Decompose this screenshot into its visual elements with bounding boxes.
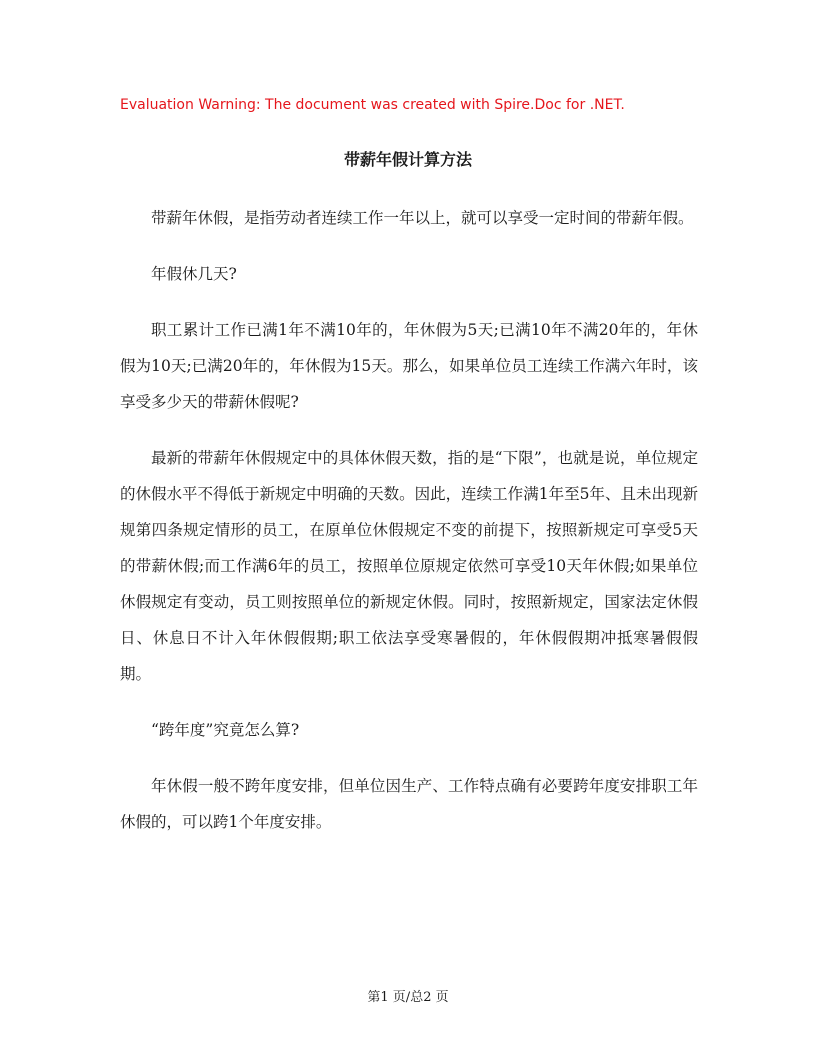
paragraph-regulation: 最新的带薪年休假规定中的具体休假天数，指的是“下限”，也就是说，单位规定的休假水平不得低于新规定中明确的天数。因此，连续工作满1年至5年、且未出现新规第四条规定情形的员工，在原单位休假规定不变的前提下，按照新规定可享受5天的带薪休假;而工作满6年的员工，按照单位原规定依然可享受10天年休假;如果单位休假规定有变动，员工则按照单位的新规定休假。同时，按照新规定，国家法定休假日、休息日不计入年休假假期;职工依法享受寒暑假的，年休假假期冲抵寒暑假假期。 (120, 449, 698, 683)
document-title: 带薪年假计算方法 (343, 150, 472, 169)
paragraph-question-days: 年假休几天? (151, 265, 237, 283)
evaluation-warning: Evaluation Warning: The document was created with Spire.Doc for .NET. (120, 97, 625, 113)
page-number-footer: 第1 页/总2 页 (367, 990, 449, 1005)
paragraph-leave-days: 职工累计工作已满1年不满10年的，年休假为5天;已满10年不满20年的，年休假为10天;已满20年的，年休假为15天。那么，如果单位员工连续工作满六年时，该享受多少天的带薪休假呢? (120, 321, 698, 411)
document-body (120, 200, 698, 860)
paragraph-question-cross-year: “跨年度”究竟怎么算? (151, 721, 300, 739)
paragraph-intro: 带薪年休假，是指劳动者连续工作一年以上，就可以享受一定时间的带薪年假。 (151, 209, 694, 227)
paragraph-cross-year: 年休假一般不跨年度安排，但单位因生产、工作特点确有必要跨年度安排职工年休假的，可以跨1个年度安排。 (120, 777, 698, 831)
